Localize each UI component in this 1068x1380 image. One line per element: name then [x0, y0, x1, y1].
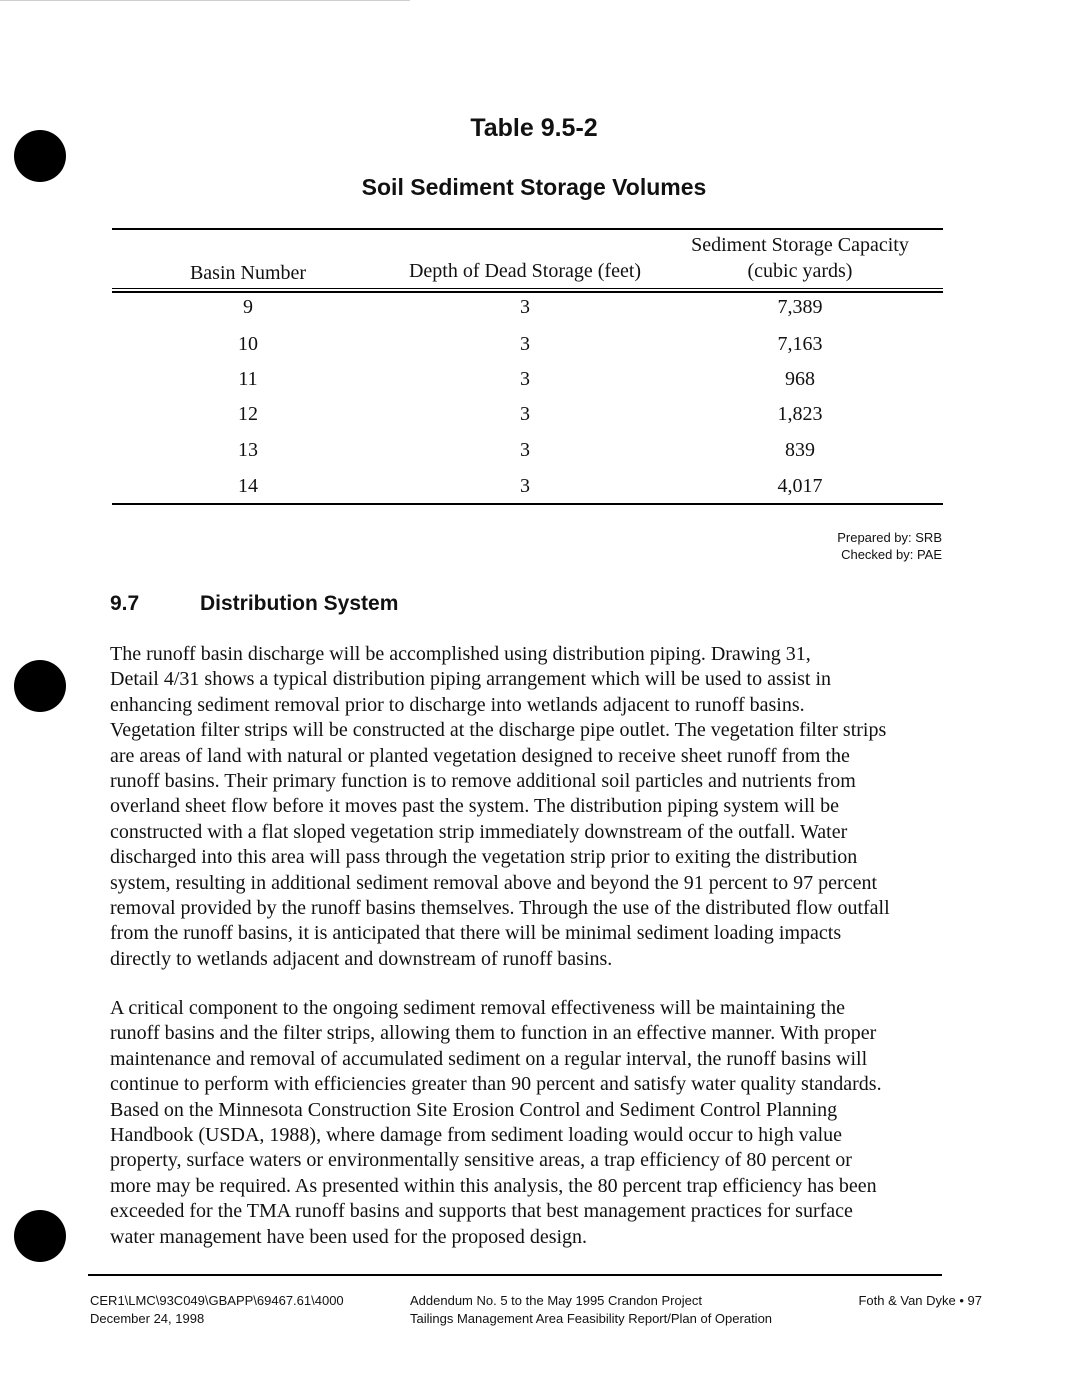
section-number: 9.7 — [110, 592, 140, 615]
header-rule-1 — [112, 288, 943, 289]
cell-capacity: 968 — [785, 368, 815, 390]
footer-rule — [88, 1274, 942, 1276]
text-line: directly to wetlands adjacent and downstream of runoff basins. — [110, 947, 613, 970]
text-line: discharged into this area will pass through the vegetation strip prior to exiting the distribution — [110, 846, 858, 869]
text-line: continue to perform with efficiencies greater than 90 percent and satisfy water quality standards. — [110, 1073, 882, 1096]
binder-hole-bottom — [14, 1210, 66, 1262]
cell-basin: 11 — [238, 368, 258, 390]
text-line: A critical component to the ongoing sediment removal effectiveness will be maintaining the — [110, 997, 845, 1019]
header-capacity-line1: Sediment Storage Capacity — [691, 234, 909, 256]
text-line: Detail 4/31 shows a typical distribution piping arrangement which will be used to assist in — [110, 668, 831, 691]
text-line: runoff basins and the filter strips, allowing them to function in an effective manner. With proper — [110, 1022, 877, 1045]
cell-capacity: 4,017 — [777, 475, 823, 497]
section-title: Distribution System — [200, 592, 399, 615]
text-line: constructed with a flat sloped vegetation strip immediately downstream of the outfall. Water — [110, 820, 848, 843]
text-line: Based on the Minnesota Construction Site Erosion Control and Sediment Control Planning — [110, 1098, 838, 1121]
table-top-rule — [112, 228, 943, 230]
footer-addendum-line2: Tailings Management Area Feasibility Report/Plan of Operation — [410, 1311, 773, 1326]
cell-basin: 12 — [238, 403, 258, 425]
footer-left — [90, 1292, 344, 1328]
text-line: The runoff basin discharge will be accomplished using distribution piping. Drawing 31, — [110, 643, 811, 665]
footer-date: December 24, 1998 — [90, 1311, 205, 1326]
cell-depth: 3 — [520, 439, 530, 461]
text-line: enhancing sediment removal prior to discharge into wetlands adjacent to runoff basins. — [110, 693, 805, 716]
paragraph-1 — [110, 642, 955, 972]
cell-capacity: 7,389 — [777, 296, 823, 318]
text-line: overland sheet flow before it moves past the system. The distribution piping system will be — [110, 795, 839, 818]
text-line: removal provided by the runoff basins themselves. Through the use of the distributed flow outfall — [110, 897, 890, 920]
cell-basin: 13 — [238, 439, 258, 461]
table-title: Table 9.5-2 — [470, 114, 598, 142]
text-line: more may be required. As presented within this analysis, the 80 percent trap efficiency has been — [110, 1174, 877, 1197]
cell-depth: 3 — [520, 368, 530, 390]
cell-depth: 3 — [520, 403, 530, 425]
header-capacity-line2: (cubic yards) — [747, 260, 853, 282]
header-depth: Depth of Dead Storage (feet) — [408, 260, 642, 282]
footer-path: CER1\LMC\93C049\GBAPP\69467.61\4000 — [90, 1293, 344, 1308]
text-line: water management have been used for the proposed design. — [110, 1225, 588, 1248]
header-rule-2 — [112, 291, 943, 293]
scan-top-line — [0, 0, 410, 1]
footer-company-page: Foth & Van Dyke • 97 — [858, 1293, 982, 1308]
cell-capacity: 1,823 — [777, 403, 823, 425]
footer-center — [410, 1292, 772, 1328]
cell-basin: 10 — [238, 333, 258, 355]
text-line: exceeded for the TMA runoff basins and supports that best management practices for surface — [110, 1200, 853, 1223]
text-line: are areas of land with natural or planted vegetation designed to receive sheet runoff from the — [110, 744, 850, 767]
cell-depth: 3 — [520, 333, 530, 355]
checked-by: Checked by: PAE — [841, 547, 942, 562]
cell-basin: 9 — [243, 296, 253, 318]
text-line: Vegetation filter strips will be constructed at the discharge pipe outlet. The vegetation filter strips — [110, 719, 887, 742]
binder-hole-middle — [14, 660, 66, 712]
text-line: property, surface waters or environmentally sensitive areas, a trap efficiency of 80 percent or — [110, 1149, 852, 1172]
cell-basin: 14 — [238, 475, 258, 497]
table-bottom-rule — [112, 503, 943, 505]
cell-capacity: 7,163 — [777, 333, 823, 355]
cell-capacity: 839 — [785, 439, 815, 461]
header-basin-number: Basin Number — [189, 262, 307, 284]
paragraph-2 — [110, 996, 955, 1250]
cell-depth: 3 — [520, 475, 530, 497]
prepared-by: Prepared by: SRB — [837, 530, 942, 545]
text-line: from the runoff basins, it is anticipated that there will be minimal sediment loading impacts — [110, 922, 842, 945]
text-line: Handbook (USDA, 1988), where damage from sediment loading would occur to high value — [110, 1124, 843, 1147]
text-line: maintenance and removal of accumulated sediment on a regular interval, the runoff basins will — [110, 1047, 868, 1070]
text-line: runoff basins. Their primary function is to remove additional soil particles and nutrients from — [110, 770, 856, 793]
text-line: system, resulting in additional sediment removal above and beyond the 91 percent to 97 percent — [110, 871, 878, 894]
table-subtitle: Soil Sediment Storage Volumes — [361, 174, 707, 200]
cell-depth: 3 — [520, 296, 530, 318]
footer-addendum-line1: Addendum No. 5 to the May 1995 Crandon Project — [410, 1293, 702, 1308]
